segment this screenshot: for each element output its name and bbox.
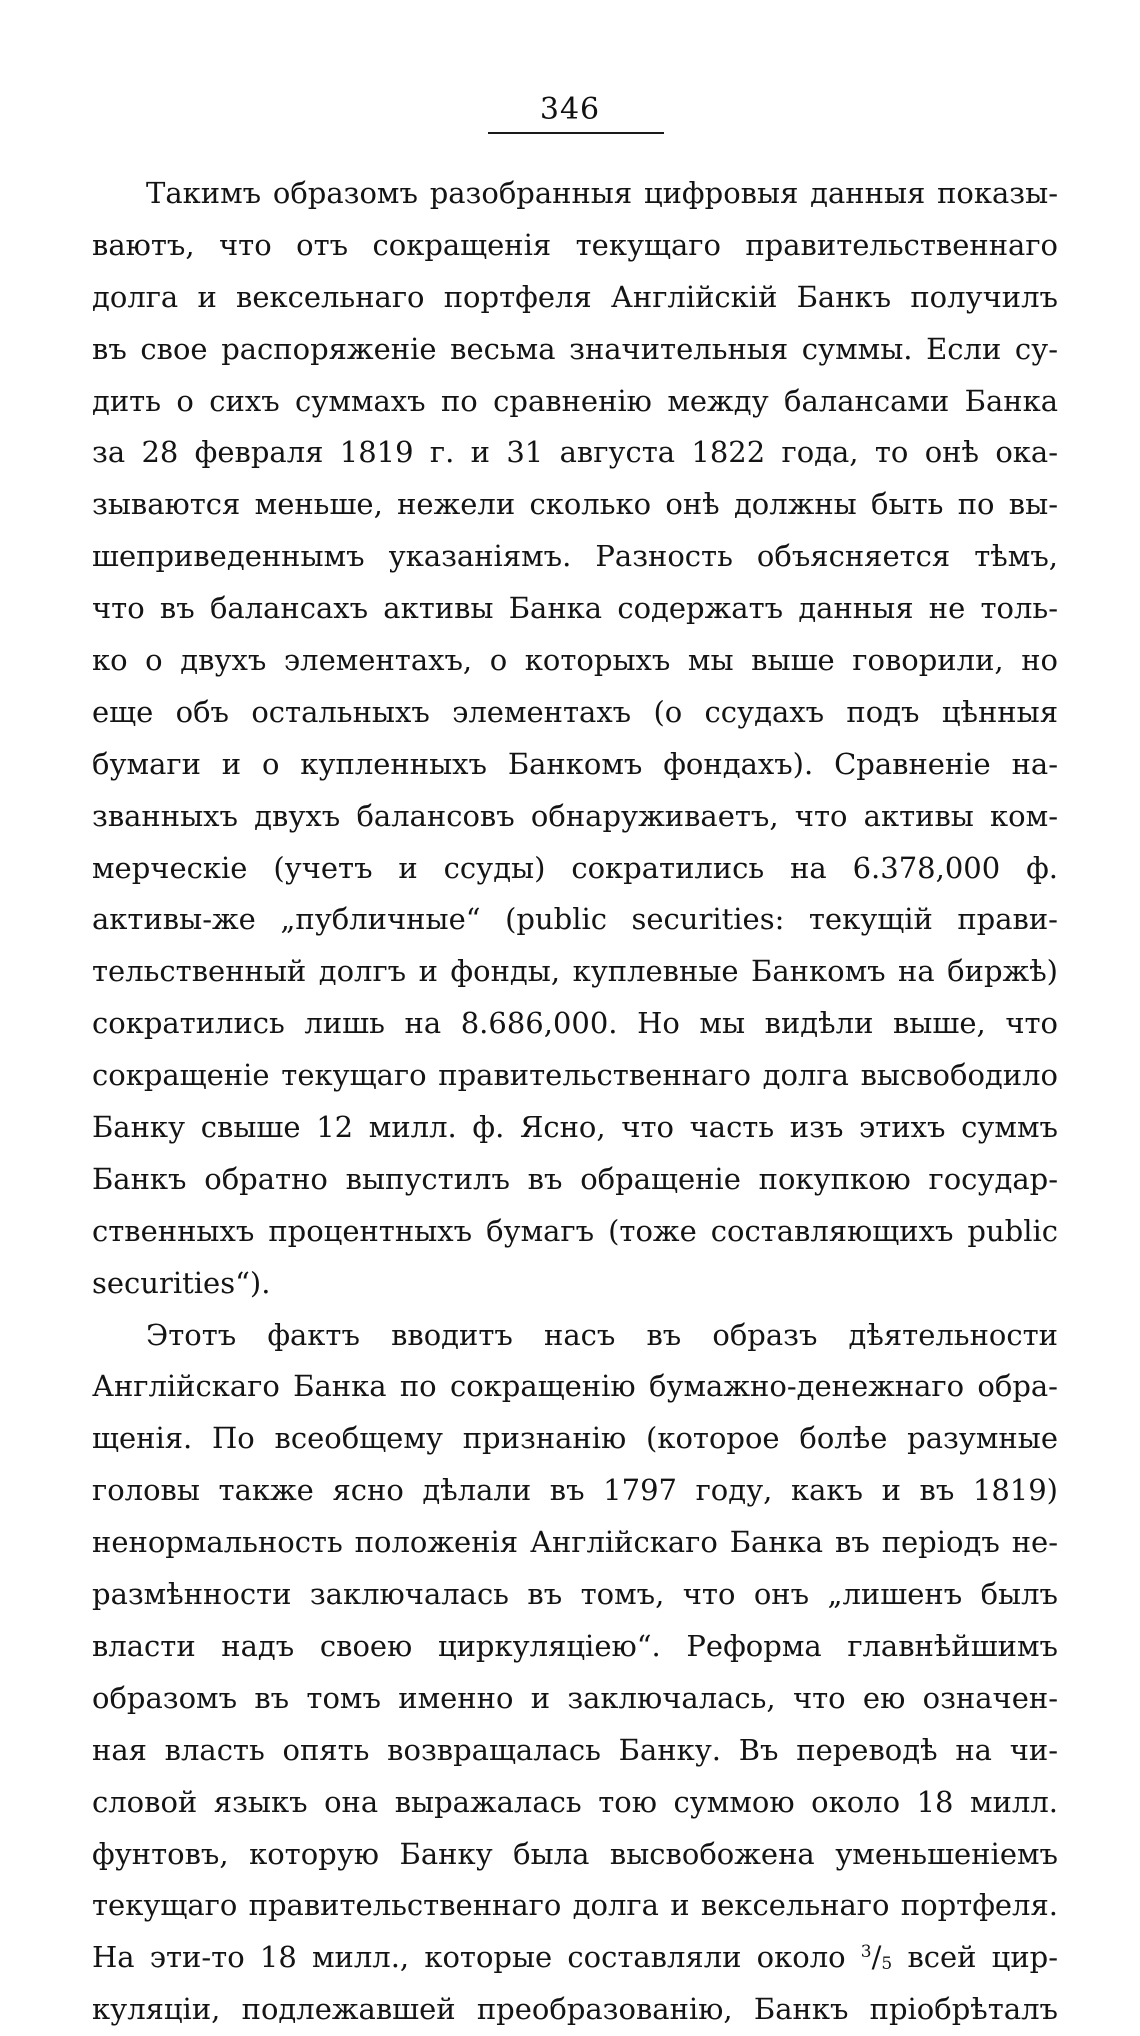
text-line: щенія. По всеобщему признанію (которое болѣе разумные	[92, 1421, 1058, 1456]
text-line: за 28 февраля 1819 г. и 31 августа 1822 года, то онѣ ока-	[92, 435, 1058, 470]
body-text	[92, 168, 1058, 2036]
text-line: ваютъ, что отъ сокращенія текущаго правительственнаго	[92, 227, 1058, 262]
text-line: тельственный долгъ и фонды, куплевные Банкомъ на биржѣ)	[92, 954, 1058, 989]
text-line: сократились лишь на 8.686,000. Но мы видѣли выше, что	[92, 1006, 1058, 1041]
text-line: еще объ остальныхъ элементахъ (о ссудахъ подъ цѣнныя	[92, 694, 1058, 729]
text-fragment: всей цир-	[907, 1940, 1058, 1975]
page-number: 346	[539, 92, 601, 127]
text-line: размѣнности заключалась въ томъ, что онъ „лишенъ былъ	[92, 1577, 1058, 1612]
text-line: Такимъ образомъ разобранныя цифровыя данныя показы-	[146, 176, 1058, 210]
text-line: ненормальность положенія Англійскаго Банка въ періодъ не-	[92, 1525, 1058, 1560]
text-line: зываются меньше, нежели сколько онѣ должны быть по вы-	[92, 487, 1058, 522]
text-line: ная власть опять возвращалась Банку. Въ переводѣ на чи-	[92, 1732, 1058, 1767]
text-line: Англійскаго Банка по сокращенію бумажно-денежнаго обра-	[92, 1369, 1058, 1404]
text-line: Банку свыше 12 милл. ф. Ясно, что часть изъ этихъ суммъ	[92, 1110, 1058, 1145]
text-line-with-fraction: На эти-то 18 милл., которые составляли около $^3/_5$ всей цир-	[92, 1940, 1058, 1975]
text-line: дить о сихъ суммахъ по сравненію между балансами Банка	[92, 383, 1058, 418]
fraction-numerator: 3	[860, 1942, 872, 1963]
text-line: фунтовъ, которую Банку была высвобожена уменьшеніемъ	[92, 1836, 1058, 1871]
text-line: текущаго правительственнаго долга и вексельнаго портфеля.	[92, 1888, 1058, 1923]
text-line: ственныхъ процентныхъ бумагъ (тоже составляющихъ public	[92, 1213, 1058, 1248]
text-line: сокращеніе текущаго правительственнаго долга высвободило	[92, 1058, 1058, 1093]
text-line: Банкъ обратно выпустилъ въ обращеніе покупкою государ-	[92, 1161, 1058, 1196]
text-line: куляціи, подлежавшей преобразованію, Банкъ пріобрѣталъ	[92, 1992, 1058, 2027]
text-line: долга и вексельнаго портфеля Англійскій Банкъ получилъ	[92, 279, 1058, 314]
text-line: въ свое распоряженіе весьма значительныя суммы. Если су-	[92, 331, 1058, 366]
text-line: шеприведеннымъ указаніямъ. Разность объясняется тѣмъ,	[92, 539, 1058, 574]
text-line: активы-же „публичные“ (public securities: текущій прави-	[92, 902, 1058, 937]
text-line: образомъ въ томъ именно и заключалась, что ею означен-	[92, 1680, 1058, 1715]
page-number-rule	[488, 132, 664, 134]
text-line: ко о двухъ элементахъ, о которыхъ мы выше говорили, но	[92, 643, 1058, 678]
text-line: власти надъ своею циркуляціею“. Реформа главнѣйшимъ	[92, 1628, 1058, 1663]
text-line: головы также ясно дѣлали въ 1797 году, какъ и въ 1819)	[92, 1473, 1058, 1508]
text-line: что въ балансахъ активы Банка содержатъ данныя не толь-	[92, 591, 1058, 626]
text-fragment: На эти-то 18 милл., которые составляли около	[92, 1940, 846, 1975]
text-line: Этотъ фактъ вводитъ насъ въ образъ дѣятельности	[146, 1317, 1058, 1352]
text-line: бумаги и о купленныхъ Банкомъ фондахъ). Сравненіе на-	[92, 746, 1058, 781]
text-line: мерческіе (учетъ и ссуды) сократились на 6.378,000 ф.	[92, 850, 1058, 885]
fraction-denominator: 5	[881, 1954, 893, 1975]
text-line: словой языкъ она выражалась тою суммою около 18 милл.	[92, 1784, 1058, 1819]
text-line: званныхъ двухъ балансовъ обнаруживаетъ, что активы ком-	[92, 798, 1058, 833]
text-line: securities“).	[92, 1265, 271, 1300]
